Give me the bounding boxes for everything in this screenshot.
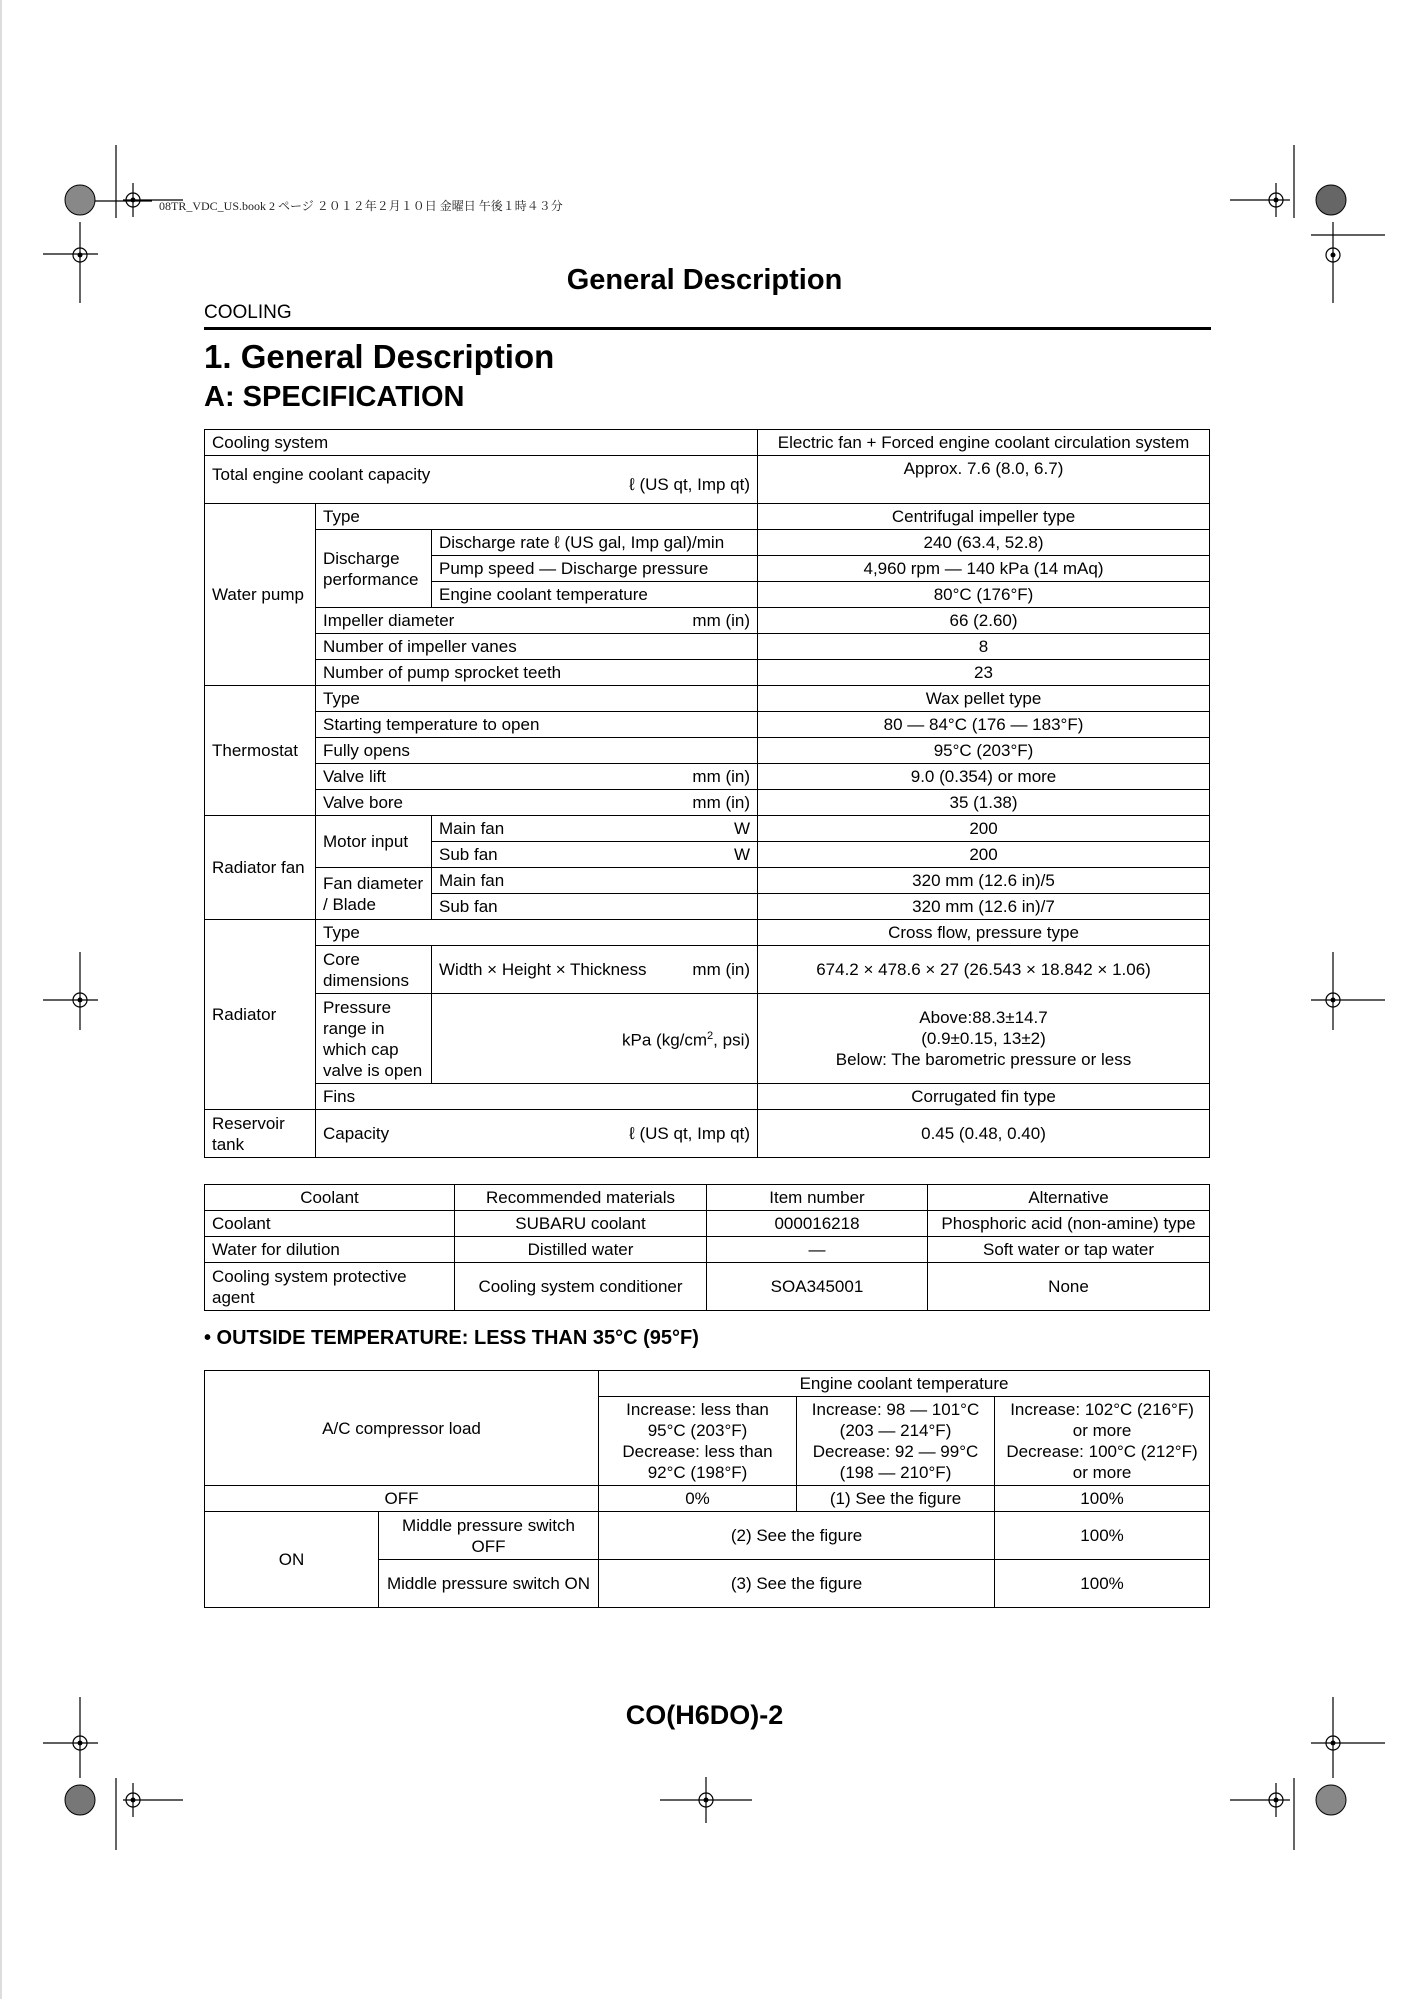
table-row	[205, 1084, 1210, 1110]
column-header	[995, 1397, 1210, 1486]
table-cell: —	[707, 1237, 928, 1263]
table-header-row	[205, 1185, 1210, 1211]
cell-label: Cooling system	[205, 430, 758, 456]
label-text: Valve lift	[323, 767, 386, 786]
cell-value: 66 (2.60)	[758, 608, 1210, 634]
unit-superscript: 2	[707, 1030, 714, 1043]
cell-value: 0.45 (0.48, 0.40)	[758, 1110, 1210, 1158]
coolant-table	[204, 1184, 1210, 1311]
cell-value: 240 (63.4, 52.8)	[758, 530, 1210, 556]
header-line: (198 — 210°F)	[839, 1463, 952, 1482]
heading-specification: A: SPECIFICATION	[204, 381, 465, 413]
cell-value: 320 mm (12.6 in)/7	[758, 894, 1210, 920]
cell-value: 4,960 rpm — 140 kPa (14 mAq)	[758, 556, 1210, 582]
value-line: (0.9±0.15, 13±2)	[921, 1029, 1046, 1048]
unit-text: mm (in)	[692, 960, 751, 979]
cell-value: 80 — 84°C (176 — 183°F)	[758, 712, 1210, 738]
header-line: Decrease: 92 — 99°C	[812, 1442, 979, 1461]
unit-text: W	[733, 845, 751, 864]
cell-label: Fully opens	[316, 738, 758, 764]
table-row	[205, 920, 1210, 946]
header-line: or more	[1072, 1421, 1132, 1440]
label-text: Sub fan	[439, 845, 498, 864]
table-row	[205, 816, 1210, 842]
cell-label: Core dimensions	[316, 946, 432, 994]
group-radiator-fan: Radiator fan	[205, 816, 316, 920]
group-radiator: Radiator	[205, 920, 316, 1110]
unit-text: ℓ (US qt, Imp qt)	[629, 475, 751, 494]
heading-outside-temperature: • OUTSIDE TEMPERATURE: LESS THAN 35°C (95°F)	[204, 1327, 699, 1349]
cell-label	[316, 608, 758, 634]
header-line: or more	[1072, 1463, 1132, 1482]
table-cell: 000016218	[707, 1211, 928, 1237]
table-row	[205, 530, 1210, 556]
cell-label: Number of pump sprocket teeth	[316, 660, 758, 686]
table-row	[205, 430, 1210, 456]
table-cell: (1) See the figure	[797, 1486, 995, 1512]
cell-value: Cross flow, pressure type	[758, 920, 1210, 946]
cell-label: Starting temperature to open	[316, 712, 758, 738]
table-cell: (2) See the figure	[599, 1512, 995, 1560]
header-line: Increase: 102°C (216°F)	[1010, 1400, 1194, 1419]
table-row	[205, 790, 1210, 816]
table-row	[205, 946, 1210, 994]
table-cell: Middle pressure switch ON	[379, 1560, 599, 1608]
table-row	[205, 738, 1210, 764]
table-cell: None	[928, 1263, 1210, 1311]
table-cell: (3) See the figure	[599, 1560, 995, 1608]
section-tag: COOLING	[204, 302, 292, 323]
unit-text: mm (in)	[692, 767, 751, 786]
label-text: Width × Height × Thickness	[439, 960, 647, 979]
cell-label	[432, 816, 758, 842]
heading-general-description: 1. General Description	[204, 338, 555, 375]
table-cell: Soft water or tap water	[928, 1237, 1210, 1263]
table-row	[205, 608, 1210, 634]
cell-label: Fins	[316, 1084, 758, 1110]
table-cell: 100%	[995, 1486, 1210, 1512]
header-line: Increase: 98 — 101°C	[811, 1400, 980, 1419]
table-cell: Cooling system protective agent	[205, 1263, 455, 1311]
table-row	[205, 712, 1210, 738]
column-header: A/C compressor load	[205, 1371, 599, 1486]
column-header: Coolant	[205, 1185, 455, 1211]
table-cell: 100%	[995, 1512, 1210, 1560]
cell-label: Engine coolant temperature	[432, 582, 758, 608]
table-cell: 100%	[995, 1560, 1210, 1608]
table-row	[205, 1263, 1210, 1311]
table-cell: Phosphoric acid (non-amine) type	[928, 1211, 1210, 1237]
label-text: Main fan	[439, 819, 505, 838]
cell-value: 35 (1.38)	[758, 790, 1210, 816]
cell-label: Type	[316, 920, 758, 946]
header-line: 92°C (198°F)	[647, 1463, 748, 1482]
ac-compressor-table	[204, 1370, 1210, 1608]
cell-label	[316, 764, 758, 790]
table-row	[205, 1486, 1210, 1512]
table-cell: SOA345001	[707, 1263, 928, 1311]
cell-label	[432, 946, 758, 994]
table-row	[205, 504, 1210, 530]
header-line: 95°C (203°F)	[647, 1421, 748, 1440]
cell-value: Wax pellet type	[758, 686, 1210, 712]
table-row	[205, 1211, 1210, 1237]
cell-label: Motor input	[316, 816, 432, 868]
label-text: Total engine coolant capacity	[212, 465, 431, 484]
cell-value: Corrugated fin type	[758, 1084, 1210, 1110]
cell-value: 674.2 × 478.6 × 27 (26.543 × 18.842 × 1.06)	[758, 946, 1210, 994]
table-cell: Distilled water	[455, 1237, 707, 1263]
cell-label: Pressure range in which cap valve is open	[316, 994, 432, 1084]
group-water-pump: Water pump	[205, 504, 316, 686]
table-row	[205, 1110, 1210, 1158]
table-row	[205, 868, 1210, 894]
cell-value: 95°C (203°F)	[758, 738, 1210, 764]
value-line: Below: The barometric pressure or less	[835, 1050, 1132, 1069]
header-line: Decrease: less than	[622, 1442, 773, 1461]
cell-value: 320 mm (12.6 in)/5	[758, 868, 1210, 894]
label-text: Capacity	[323, 1124, 390, 1143]
table-cell: 0%	[599, 1486, 797, 1512]
table-cell: Middle pressure switch OFF	[379, 1512, 599, 1560]
table-row	[205, 764, 1210, 790]
cell-unit	[432, 994, 758, 1084]
header-line: Increase: less than	[626, 1400, 769, 1419]
cell-value: 8	[758, 634, 1210, 660]
page-title: General Description	[566, 264, 843, 296]
group-thermostat: Thermostat	[205, 686, 316, 816]
header-line: Decrease: 100°C (212°F)	[1006, 1442, 1198, 1461]
group-reservoir: Reservoir tank	[205, 1110, 316, 1158]
table-cell: Cooling system conditioner	[455, 1263, 707, 1311]
cell-label: Type	[316, 504, 758, 530]
cell-label: Pump speed — Discharge pressure	[432, 556, 758, 582]
header-rule	[204, 327, 1211, 330]
cell-value: 9.0 (0.354) or more	[758, 764, 1210, 790]
cell-label	[316, 790, 758, 816]
cell-label: Number of impeller vanes	[316, 634, 758, 660]
cell-label: Discharge rate ℓ (US gal, Imp gal)/min	[432, 530, 758, 556]
table-cell: Water for dilution	[205, 1237, 455, 1263]
specification-table	[204, 429, 1210, 1158]
label-text: Impeller diameter	[323, 611, 455, 630]
table-row	[205, 634, 1210, 660]
label-text: Valve bore	[323, 793, 404, 812]
cell-label	[432, 842, 758, 868]
cell-label: Sub fan	[432, 894, 758, 920]
cell-value: 23	[758, 660, 1210, 686]
table-row	[205, 686, 1210, 712]
column-header: Alternative	[928, 1185, 1210, 1211]
unit-text: mm (in)	[692, 611, 751, 630]
cell-value: 200	[758, 842, 1210, 868]
cell-label: Main fan	[432, 868, 758, 894]
column-header: Recommended materials	[455, 1185, 707, 1211]
cell-label	[316, 1110, 758, 1158]
page-footer: CO(H6DO)-2	[625, 1700, 784, 1730]
column-header	[599, 1397, 797, 1486]
value-line: Above:88.3±14.7	[919, 1008, 1048, 1027]
table-row	[205, 660, 1210, 686]
unit-text: kPa (kg/cm	[622, 1030, 708, 1050]
column-header	[797, 1397, 995, 1486]
column-header: Engine coolant temperature	[599, 1371, 1210, 1397]
table-cell: ON	[205, 1512, 379, 1608]
cell-label	[205, 456, 758, 504]
cell-label: Fan diameter / Blade	[316, 868, 432, 920]
cell-value: Centrifugal impeller type	[758, 504, 1210, 530]
unit-text: , psi)	[713, 1030, 751, 1050]
table-cell: Coolant	[205, 1211, 455, 1237]
table-row	[205, 1237, 1210, 1263]
print-header: 08TR_VDC_US.book 2 ページ ２０１２年２月１０日 金曜日 午後１時４３分	[159, 199, 563, 213]
unit-text: ℓ (US qt, Imp qt)	[629, 1124, 751, 1143]
cell-value: 80°C (176°F)	[758, 582, 1210, 608]
cell-label: Type	[316, 686, 758, 712]
table-cell: SUBARU coolant	[455, 1211, 707, 1237]
cell-value	[758, 994, 1210, 1084]
cell-value: Electric fan + Forced engine coolant circulation system	[758, 430, 1210, 456]
unit-text: mm (in)	[692, 793, 751, 812]
table-cell: OFF	[205, 1486, 599, 1512]
cell-value: Approx. 7.6 (8.0, 6.7)	[758, 456, 1210, 504]
column-header: Item number	[707, 1185, 928, 1211]
cell-label: Discharge performance	[316, 530, 432, 608]
table-header-row	[205, 1371, 1210, 1397]
table-row	[205, 456, 1210, 504]
cell-value: 200	[758, 816, 1210, 842]
unit-text: W	[733, 819, 751, 838]
header-line: (203 — 214°F)	[839, 1421, 952, 1440]
table-row	[205, 1512, 1210, 1560]
table-row	[205, 994, 1210, 1084]
